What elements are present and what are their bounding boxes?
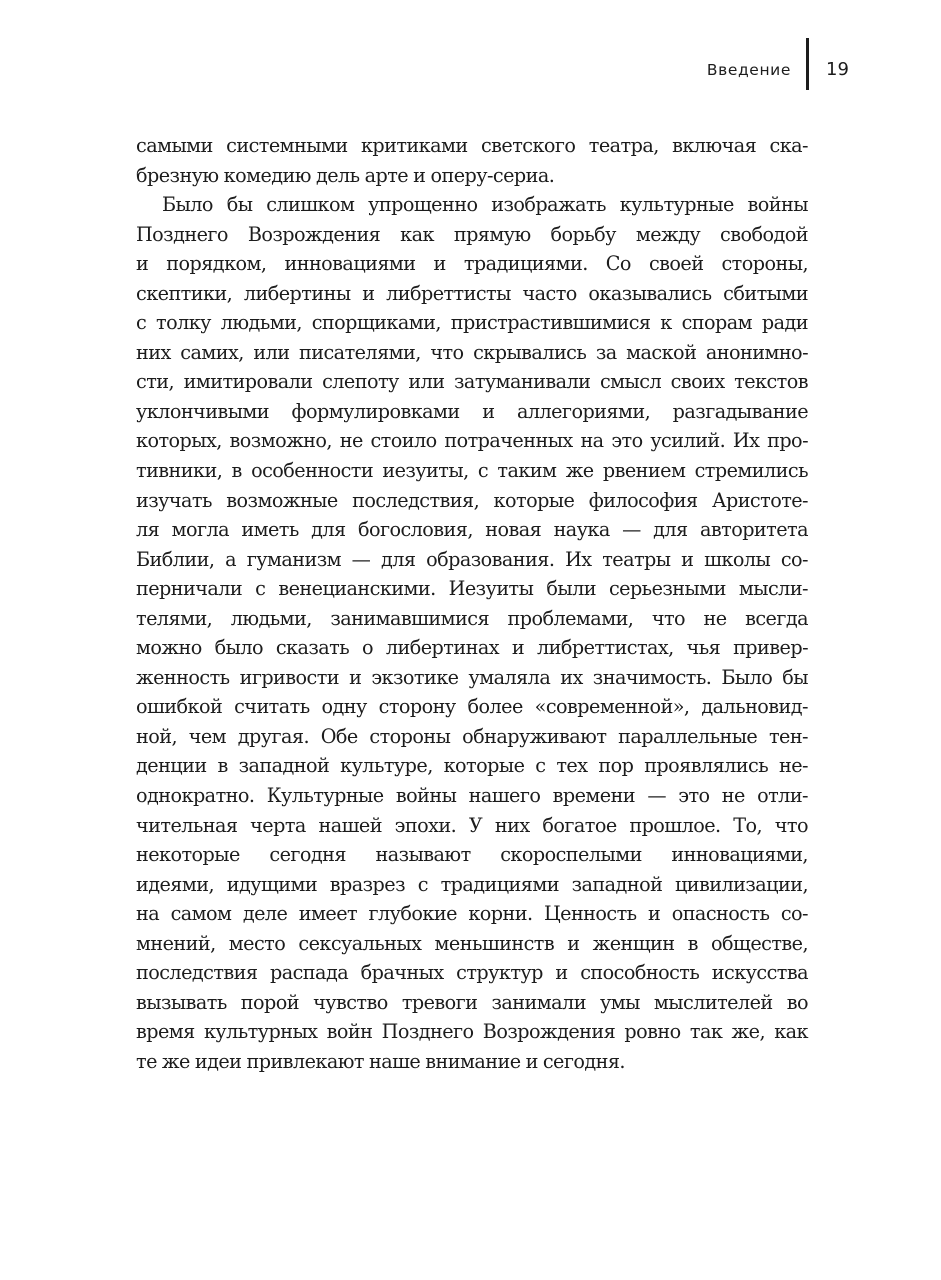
section-title: Введение — [706, 61, 791, 79]
text-line: денции в западной культуре, которые с тех пор проявлялись не- — [136, 754, 808, 778]
text-line: сти, имитировали слепоту или затуманивали смысл своих текстов — [136, 370, 808, 394]
text-line: брезную комедию дель арте и оперу-сериа. — [136, 163, 555, 187]
running-head — [0, 38, 941, 90]
header-divider — [806, 38, 809, 90]
text-line: ошибкой считать одну сторону более «современной», дальновид- — [136, 695, 808, 719]
text-line: ной, чем другая. Обе стороны обнаруживают параллельные тен- — [136, 724, 808, 748]
text-line: Библии, а гуманизм — для образования. Их театры и школы со- — [136, 547, 808, 571]
text-line: телями, людьми, занимавшимися проблемами, что не всегда — [136, 606, 808, 630]
text-line: женность игривости и экзотике умаляла их значимость. Было бы — [136, 665, 808, 689]
text-line: некоторые сегодня называют скороспелыми инновациями, — [136, 843, 808, 867]
paragraph-first-line: Было бы слишком упрощенно изображать культурные войны — [162, 193, 808, 217]
text-line: чительная черта нашей эпохи. У них богатое прошлое. То, что — [136, 813, 808, 837]
page-number: 19 — [826, 59, 849, 80]
text-line: однократно. Культурные войны нашего времени — это не отли- — [136, 784, 808, 808]
text-line: можно было сказать о либертинах и либреттистах, чья привер- — [136, 636, 808, 660]
body-text — [136, 131, 808, 1077]
text-line: них самих, или писателями, что скрывались за маской анонимно- — [136, 340, 808, 364]
text-line: последствия распада брачных структур и способность искусства — [136, 961, 808, 985]
text-line: вызывать порой чувство тревоги занимали умы мыслителей во — [136, 990, 808, 1014]
text-line: самыми системными критиками светского театра, включая ска- — [136, 134, 808, 157]
text-line: уклончивыми формулировками и аллегориями, разгадывание — [136, 399, 808, 423]
text-line: изучать возможные последствия, которые философия Аристоте- — [136, 488, 808, 512]
text-line: которых, возможно, не стоило потраченных на это усилий. Их про- — [136, 429, 808, 453]
text-line: Позднего Возрождения как прямую борьбу между свободой — [136, 222, 808, 246]
text-line: время культурных войн Позднего Возрождения ровно так же, как — [136, 1020, 808, 1044]
text-line: перничали с венецианскими. Иезуиты были серьезными мысли- — [136, 577, 808, 601]
text-line: скептики, либертины и либреттисты часто оказывались сбитыми — [136, 281, 808, 305]
text-line: и порядком, инновациями и традициями. Со своей стороны, — [136, 252, 808, 276]
text-line: на самом деле имеет глубокие корни. Ценность и опасность со- — [136, 902, 808, 926]
text-line: идеями, идущими вразрез с традициями западной цивилизации, — [136, 872, 808, 896]
text-line: с толку людьми, спорщиками, пристрастившимися к спорам ради — [136, 311, 808, 335]
text-line: те же идеи привлекают наше внимание и сегодня. — [136, 1049, 625, 1073]
text-line: мнений, место сексуальных меньшинств и женщин в обществе, — [136, 931, 808, 955]
text-line: тивники, в особенности иезуиты, с таким же рвением стремились — [136, 459, 808, 483]
text-line: ля могла иметь для богословия, новая наука — для авторитета — [136, 518, 808, 542]
